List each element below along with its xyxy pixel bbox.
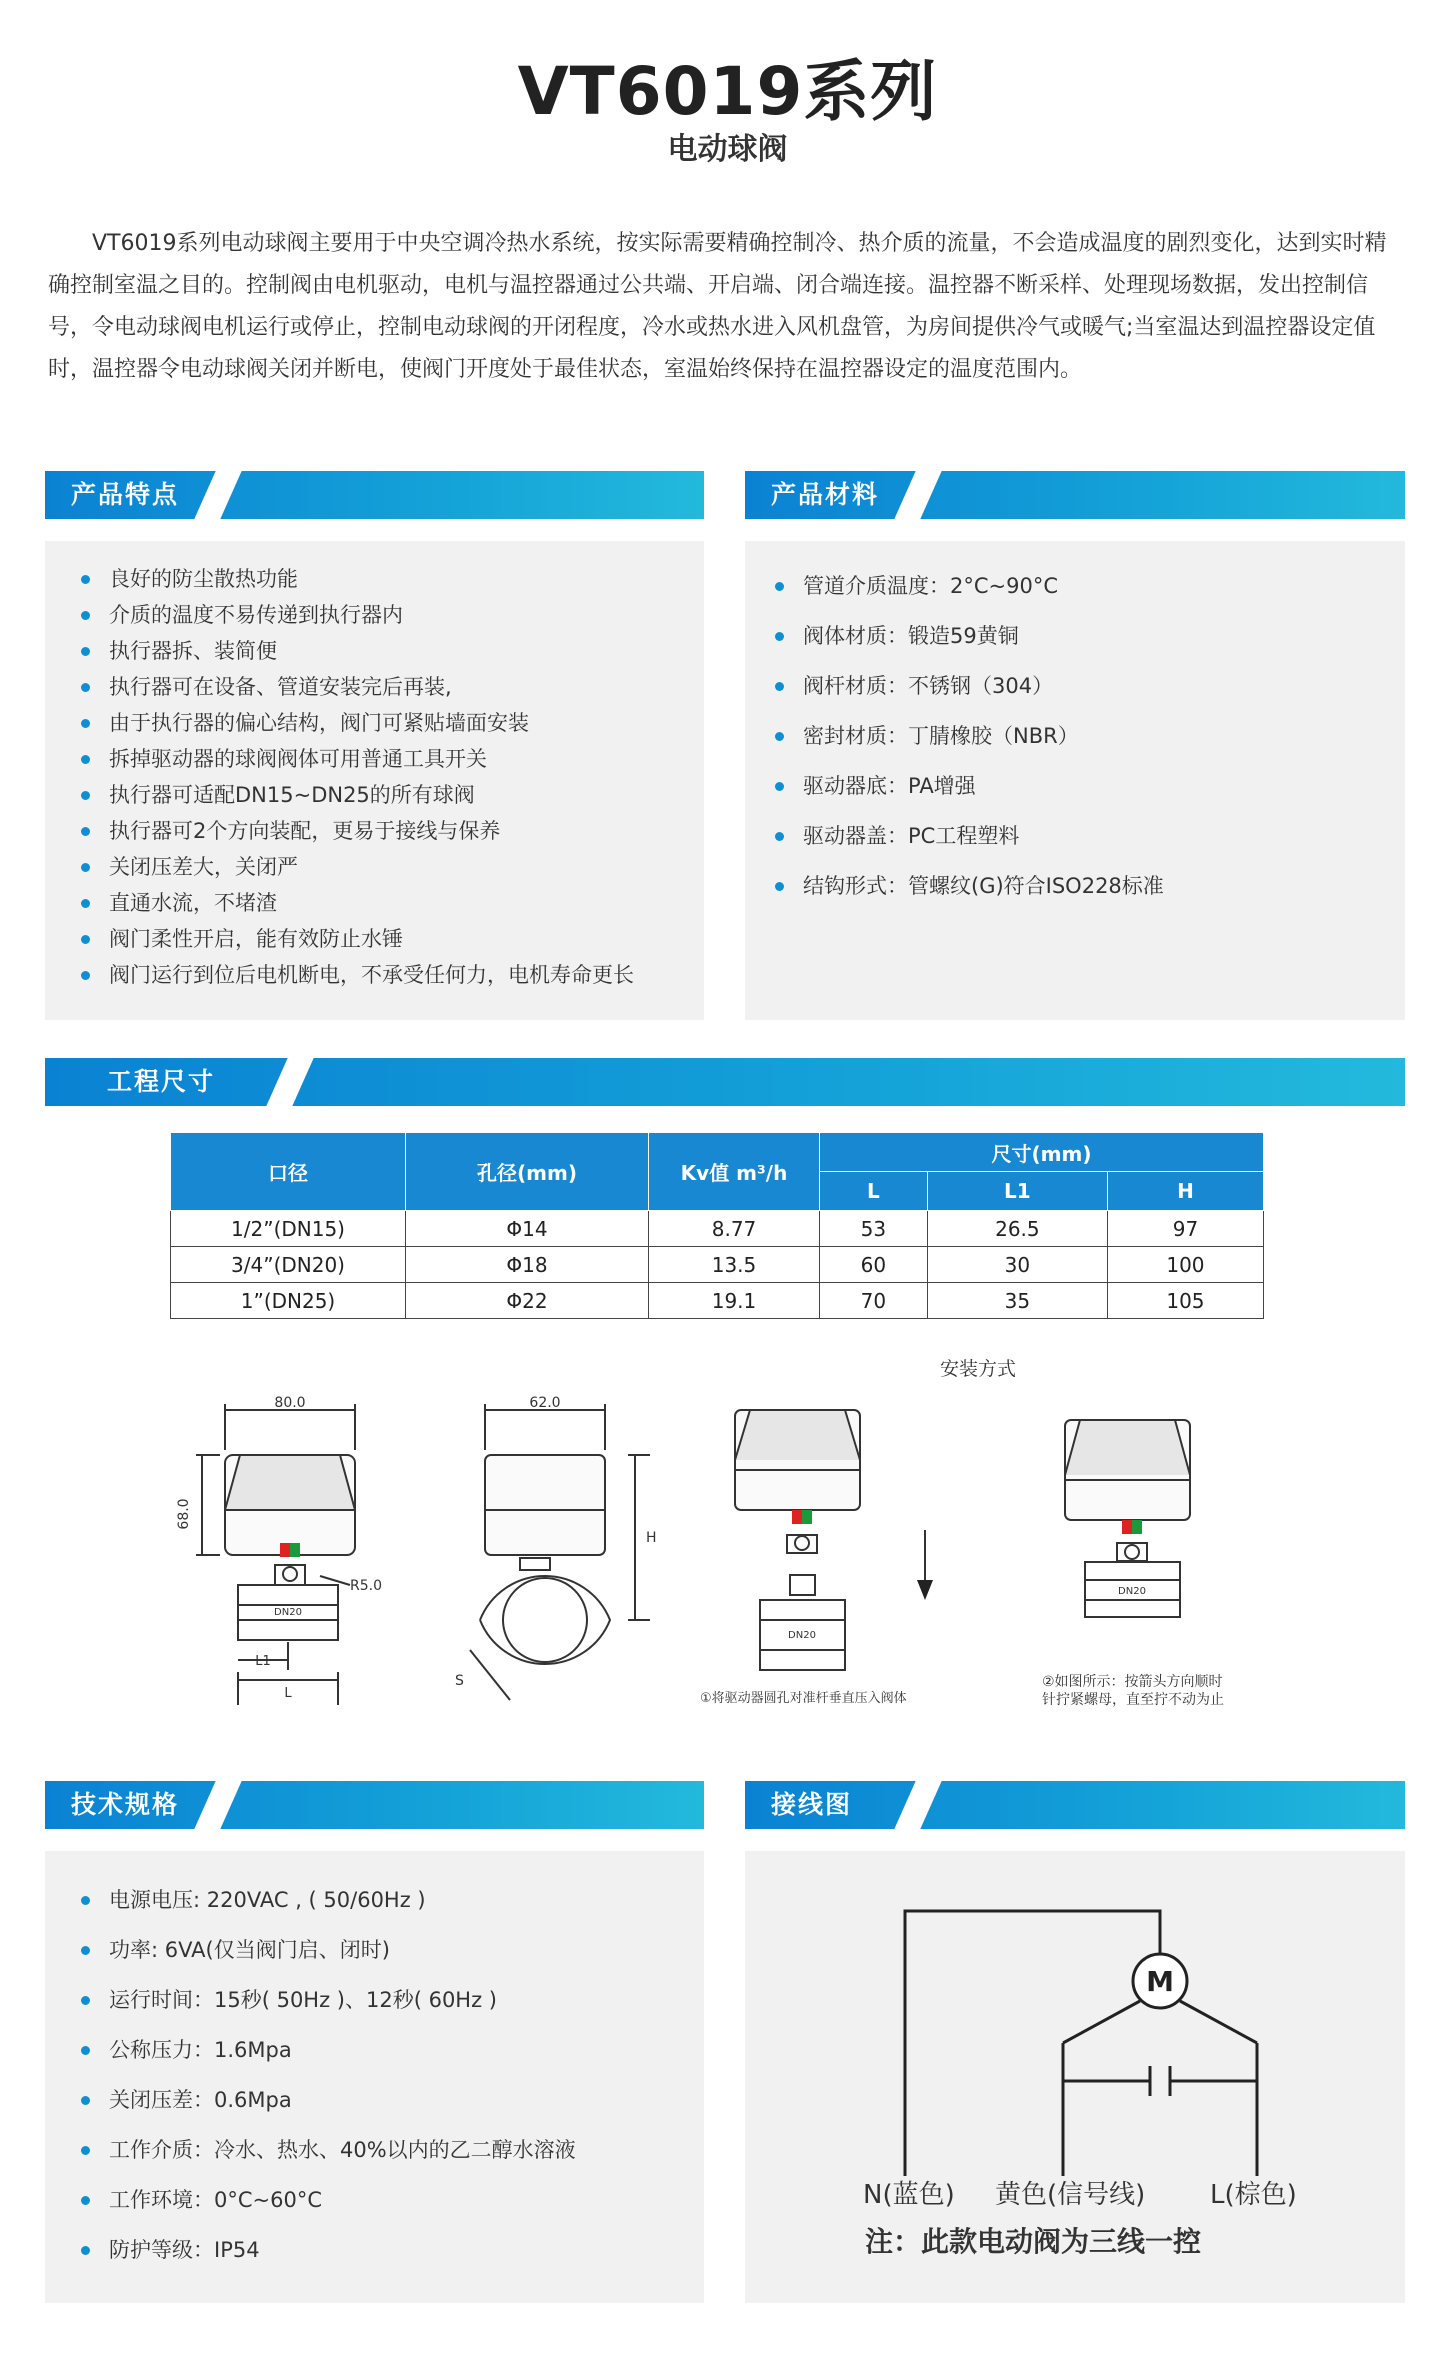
features-panel xyxy=(45,541,704,1020)
cell-l: 70 xyxy=(820,1283,928,1319)
cell-h: 105 xyxy=(1107,1283,1263,1319)
features-list xyxy=(81,561,691,993)
list-item: 结钩形式：管螺纹(G)符合ISO228标准 xyxy=(775,861,1385,911)
dim-width-front: 80.0 xyxy=(274,1395,306,1411)
col-l1: L1 xyxy=(927,1172,1107,1211)
col-l: L xyxy=(820,1172,928,1211)
front-view-drawing xyxy=(196,1404,355,1705)
col-size: 尺寸(mm) xyxy=(820,1133,1264,1172)
dimensions-header xyxy=(45,1058,1405,1106)
list-item: 运行时间：15秒( 50Hz )、12秒( 60Hz ) xyxy=(81,1975,691,2025)
page-subtitle: 电动球阀 xyxy=(667,132,788,167)
cell-h: 97 xyxy=(1107,1211,1263,1247)
list-item: 公称压力：1.6Mpa xyxy=(81,2025,691,2075)
cell-l1: 26.5 xyxy=(927,1211,1107,1247)
cell-port: 1/2”(DN15) xyxy=(171,1211,406,1247)
motor-icon: M xyxy=(1146,1965,1174,1998)
cell-l1: 30 xyxy=(927,1247,1107,1283)
cell-l1: 35 xyxy=(927,1283,1107,1319)
list-item: 工作环境：0°C~60°C xyxy=(81,2175,691,2225)
list-item: 驱动器底：PA增强 xyxy=(775,761,1385,811)
cell-h: 100 xyxy=(1107,1247,1263,1283)
wiring-title: 接线图 xyxy=(771,1790,853,1819)
list-item: 直通水流，不堵渣 xyxy=(81,885,691,921)
col-bore: 孔径(mm) xyxy=(406,1133,649,1211)
list-item: 功率: 6VA(仅当阀门启、闭时) xyxy=(81,1925,691,1975)
table-row xyxy=(171,1211,1264,1247)
install-step1-drawing xyxy=(735,1410,925,1670)
wiring-yellow-label: 黄色(信号线) xyxy=(995,2180,1146,2210)
list-item: 关闭压差大，关闭严 xyxy=(81,849,691,885)
list-item: 良好的防尘散热功能 xyxy=(81,561,691,597)
materials-header xyxy=(745,471,1405,519)
list-item: 管道介质温度：2°C~90°C xyxy=(775,561,1385,611)
cell-kv: 19.1 xyxy=(649,1283,820,1319)
dim-width-side: 62.0 xyxy=(529,1395,561,1411)
cell-bore: Φ22 xyxy=(406,1283,649,1319)
list-item: 工作介质：冷水、热水、40%以内的乙二醇水溶液 xyxy=(81,2125,691,2175)
specs-list xyxy=(81,1875,691,2275)
list-item: 执行器可适配DN15~DN25的所有球阀 xyxy=(81,777,691,813)
dim-l1: L1 xyxy=(255,1654,271,1669)
list-item: 执行器可2个方向装配，更易于接线与保养 xyxy=(81,813,691,849)
list-item: 电源电压: 220VAC , ( 50/60Hz ) xyxy=(81,1875,691,1925)
specs-title: 技术规格 xyxy=(71,1790,180,1819)
install-title: 安装方式 xyxy=(940,1358,1017,1380)
materials-panel xyxy=(745,541,1405,1020)
list-item: 执行器拆、装简便 xyxy=(81,633,691,669)
list-item: 阀门柔性开启，能有效防止水锤 xyxy=(81,921,691,957)
specs-panel xyxy=(45,1851,704,2303)
dim-h-label: H xyxy=(646,1530,657,1546)
wiring-l-label: L(棕色) xyxy=(1210,2180,1297,2210)
valve-tag-step1: DN20 xyxy=(788,1630,816,1641)
valve-tag-front: DN20 xyxy=(274,1607,302,1618)
dim-radius: R5.0 xyxy=(350,1578,382,1594)
table-row xyxy=(171,1247,1264,1283)
list-item: 拆掉驱动器的球阀阀体可用普通工具开关 xyxy=(81,741,691,777)
col-kv: Kv值 m³/h xyxy=(649,1133,820,1211)
cell-bore: Φ14 xyxy=(406,1211,649,1247)
dim-s-label: S xyxy=(455,1673,464,1689)
col-port: 口径 xyxy=(171,1133,406,1211)
dim-height: 68.0 xyxy=(176,1498,192,1530)
cell-l: 53 xyxy=(820,1211,928,1247)
list-item: 介质的温度不易传递到执行器内 xyxy=(81,597,691,633)
install-step2-text-1: ②如图所示：按箭头方向顺时 xyxy=(1042,1674,1223,1690)
list-item: 阀门运行到位后电机断电，不承受任何力，电机寿命更长 xyxy=(81,957,691,993)
col-h: H xyxy=(1107,1172,1263,1211)
list-item: 密封材质：丁腈橡胶（NBR） xyxy=(775,711,1385,761)
install-step1-text: ①将驱动器圆孔对准杆垂直压入阀体 xyxy=(700,1691,907,1706)
list-item: 由于执行器的偏心结构，阀门可紧贴墙面安装 xyxy=(81,705,691,741)
wiring-note: 注：此款电动阀为三线一控 xyxy=(865,2225,1202,2258)
cell-l: 60 xyxy=(820,1247,928,1283)
side-view-drawing xyxy=(470,1404,650,1700)
list-item: 阀体材质：锻造59黄铜 xyxy=(775,611,1385,661)
cell-bore: Φ18 xyxy=(406,1247,649,1283)
features-header xyxy=(45,471,704,519)
features-title: 产品特点 xyxy=(71,480,180,509)
install-step2-text-2: 针拧紧螺母，直至拧不动为止 xyxy=(1042,1692,1224,1708)
dimension-drawings xyxy=(176,1380,1320,1740)
cell-port: 1”(DN25) xyxy=(171,1283,406,1319)
intro-paragraph: VT6019系列电动球阀主要用于中央空调冷热水系统，按实际需要精确控制冷、热介质的流量，不会造成温度的剧烈变化，达到实时精确控制室温之目的。控制阀由电机驱动，电机与温控器通过公共端、开启端、闭合端连接。温控器不断采样、处理现场数据，发出控制信号，令电动球阀电机运行或停止，控制电动球阀的开闭程度，冷水或热水进入风机盘管，为房间提供冷气或暖气;当室温达到温控器设定值时，温控器令电动球阀关闭并断电，使阀门开度处于最佳状态，室温始终保持在温控器设定的温度范围内。 xyxy=(48,231,1387,382)
cell-port: 3/4”(DN20) xyxy=(171,1247,406,1283)
list-item: 执行器可在设备、管道安装完后再装, xyxy=(81,669,691,705)
list-item: 关闭压差：0.6Mpa xyxy=(81,2075,691,2125)
list-item: 驱动器盖：PC工程塑料 xyxy=(775,811,1385,861)
cell-kv: 13.5 xyxy=(649,1247,820,1283)
dimensions-table xyxy=(170,1132,1264,1319)
down-arrow-icon xyxy=(917,1580,933,1600)
materials-list xyxy=(775,561,1385,911)
wiring-diagram xyxy=(745,1851,1405,2303)
page-title: VT6019系列 xyxy=(517,53,938,130)
table-row xyxy=(171,1283,1264,1319)
list-item: 防护等级：IP54 xyxy=(81,2225,691,2275)
cell-kv: 8.77 xyxy=(649,1211,820,1247)
wiring-panel xyxy=(745,1851,1405,2303)
dimensions-title: 工程尺寸 xyxy=(107,1067,216,1096)
wiring-n-label: N(蓝色) xyxy=(863,2180,955,2210)
materials-title: 产品材料 xyxy=(771,480,880,509)
wiring-header xyxy=(745,1781,1405,1829)
specs-header xyxy=(45,1781,704,1829)
dim-l: L xyxy=(284,1686,292,1701)
valve-tag-step2: DN20 xyxy=(1118,1586,1146,1597)
list-item: 阀杆材质：不锈钢（304） xyxy=(775,661,1385,711)
